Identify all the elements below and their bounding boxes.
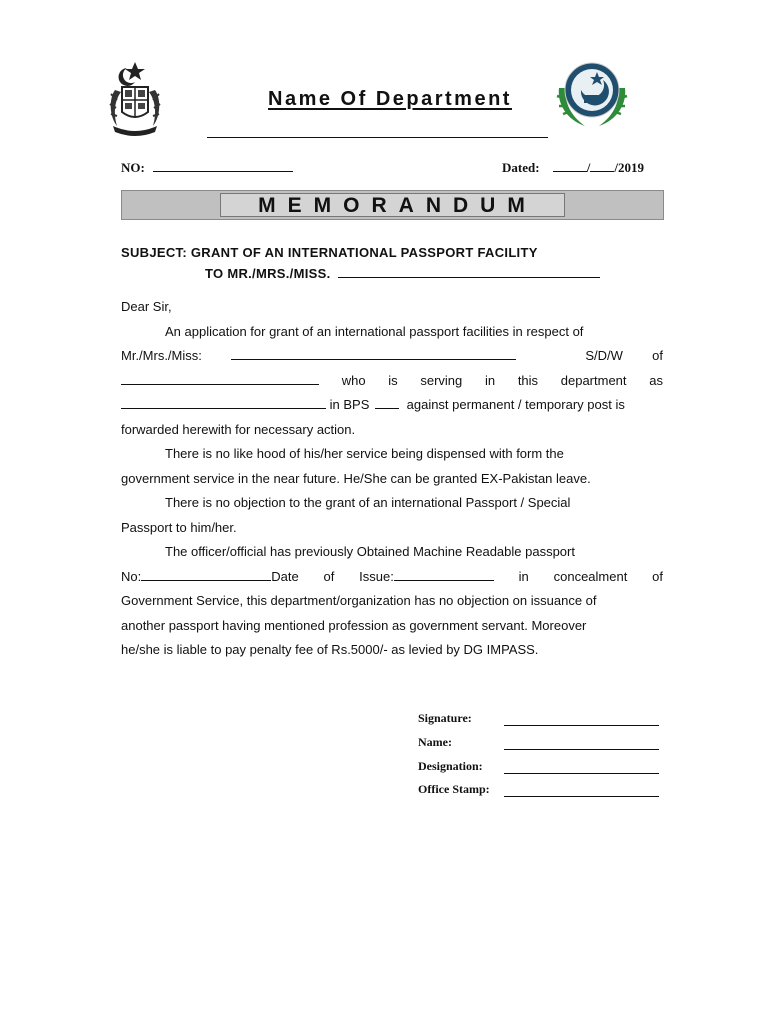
sdw-label: S/D/W [585,348,623,363]
subject-recipient-label: TO MR./MRS./MISS. [205,266,331,281]
word: in [484,372,496,388]
salutation: Dear Sir, [121,299,172,314]
paragraph-2-line-1: There is no like hood of his/her service being dispensed with form the [165,446,564,461]
date-year: /2019 [614,160,645,175]
passport-no-field[interactable] [141,580,271,581]
office-stamp-label: Office Stamp: [418,782,490,796]
word: department [560,372,627,388]
word: this [517,372,539,388]
word: is [388,372,398,388]
designation-field[interactable] [504,773,659,774]
date-row [502,160,644,176]
designation-label: Designation: [418,759,483,773]
of-word: of [652,348,663,363]
parent-name-field[interactable] [121,384,319,385]
date-of-issue-label: Date [271,568,299,584]
concealment-word: concealment [553,568,628,584]
applicant-label: Mr./Mrs./Miss: [121,348,202,363]
department-seal-icon [551,58,633,130]
paragraph-1-line-5: forwarded herewith for necessary action. [121,421,356,437]
of-word: of [323,568,335,584]
memo-body [121,295,663,663]
designation-field[interactable] [121,408,326,409]
subject-recipient-field[interactable] [338,277,600,278]
signature-label: Signature: [418,711,472,725]
name-label: Name: [418,735,452,749]
memorandum-title: MEMORANDUM [220,193,565,217]
signature-field[interactable] [504,725,659,726]
subject-line-2 [205,266,600,281]
department-title: Name Of Department [268,88,512,110]
word: as [649,372,663,388]
paragraph-1-line-3 [121,369,663,394]
state-emblem-icon [105,60,165,138]
applicant-name-field[interactable] [231,359,516,360]
paragraph-1-line-4 [121,393,663,418]
office-stamp-field[interactable] [504,796,659,797]
in-word: in [518,568,529,584]
date-separator: / [586,160,591,175]
department-name-line [207,137,548,138]
word: serving [420,372,463,388]
paragraph-4-line-1: The officer/official has previously Obtained Machine Readable passport [165,544,575,559]
paragraph-1-line-2 [121,344,663,369]
bps-label: in BPS [329,397,370,412]
paragraph-3-line-2: Passport to him/her. [121,519,237,535]
subject-line-1: SUBJECT: GRANT OF AN INTERNATIONAL PASSPORT FACILITY [121,245,538,260]
paragraph-1-line-1: An application for grant of an international passport facilities in respect of [165,323,584,339]
date-day-field[interactable] [553,171,587,172]
passport-no-label: No: [121,568,142,584]
bps-field[interactable] [375,408,399,409]
paragraph-2-line-2: government service in the near future. He/She can be granted EX-Pakistan leave. [121,470,591,486]
issue-label: Issue: [359,568,394,584]
paragraph-3-line-1: There is no objection to the grant of an international Passport / Special [165,495,571,510]
word: who [341,372,366,388]
paragraph-4-line-4: another passport having mentioned profession as government servant. Moreover [121,617,587,633]
reference-number-field[interactable] [153,171,293,172]
name-field[interactable] [504,749,659,750]
issue-date-field[interactable] [394,580,494,581]
paragraph-4-line-5: he/she is liable to pay penalty fee of Rs.5000/- as levied by DG IMPASS. [121,642,539,657]
reference-number-label: NO: [121,160,145,175]
of-word: of [652,568,663,584]
reference-number-row [121,160,293,176]
date-label: Dated: [502,160,540,175]
date-month-field[interactable] [590,171,614,172]
post-type-text: against permanent / temporary post is [406,397,625,412]
paragraph-4-line-2 [121,565,663,590]
paragraph-4-line-3: Government Service, this department/organization has no objection on issuance of [121,593,597,608]
